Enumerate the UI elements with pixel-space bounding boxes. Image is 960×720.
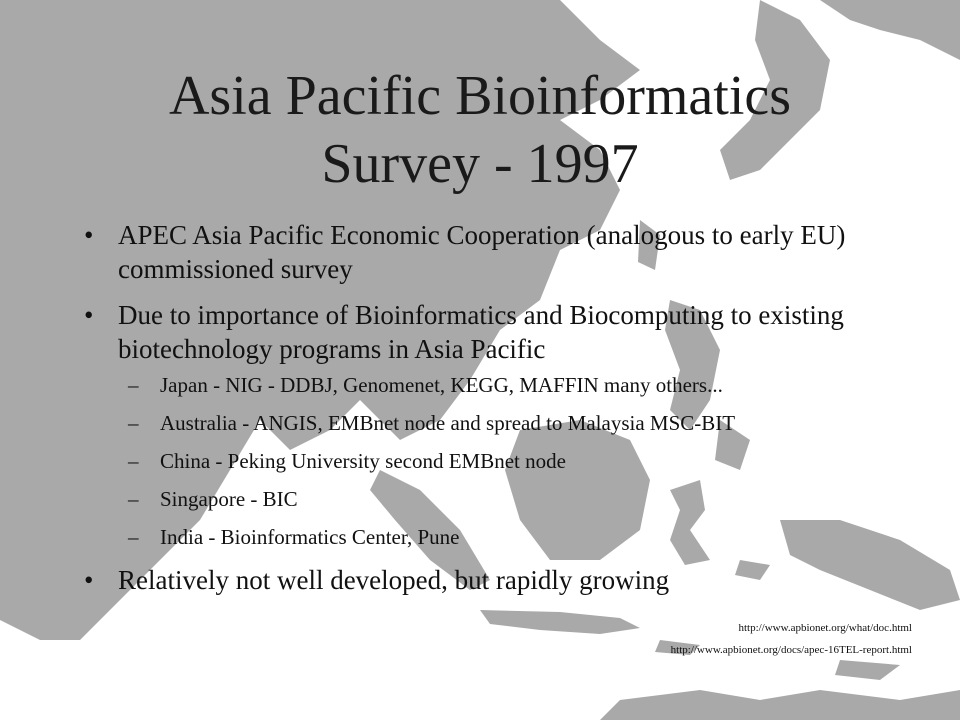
bullet-item <box>84 218 884 286</box>
bullet-text: Due to importance of Bioinformatics and Biocomputing to existing biotechnology programs in Asia Pacific <box>118 300 844 364</box>
title-line-1: Asia Pacific Bioinformatics <box>168 65 792 127</box>
bullet-item <box>84 563 884 597</box>
bullet-list <box>84 218 884 609</box>
dash-icon: – <box>128 411 139 435</box>
dash-icon: – <box>128 525 139 549</box>
sub-bullet-text: China - Peking University second EMBnet node <box>160 449 566 473</box>
sub-bullet-text: India - Bioinformatics Center, Pune <box>160 525 460 549</box>
sub-bullet-item <box>118 448 884 475</box>
sub-bullet-text: Singapore - BIC <box>160 487 298 511</box>
dash-icon: – <box>128 487 139 511</box>
slide-title <box>0 62 960 198</box>
dash-icon: – <box>128 449 139 473</box>
bullet-text: Relatively not well developed, but rapidly growing <box>118 565 670 595</box>
bullet-icon: • <box>84 220 94 250</box>
reference-url-link[interactable]: http://www.apbionet.org/what/doc.html <box>738 622 912 634</box>
sub-bullet-item <box>118 524 884 551</box>
sub-bullet-list <box>118 372 884 551</box>
dash-icon: – <box>128 373 139 397</box>
sub-bullet-item <box>118 410 884 437</box>
title-line-2: Survey - 1997 <box>321 133 639 195</box>
bullet-text: APEC Asia Pacific Economic Cooperation (analogous to early EU) commissioned survey <box>118 220 846 284</box>
sub-bullet-item <box>118 372 884 399</box>
bullet-icon: • <box>84 300 94 330</box>
sub-bullet-text: Japan - NIG - DDBJ, Genomenet, KEGG, MAFFIN many others... <box>160 373 723 397</box>
reference-url-link[interactable]: http://www.apbionet.org/docs/apec-16TEL-report.html <box>670 644 912 656</box>
sub-bullet-text: Australia - ANGIS, EMBnet node and spread to Malaysia MSC-BIT <box>160 411 736 435</box>
bullet-icon: • <box>84 565 94 595</box>
sub-bullet-item <box>118 486 884 513</box>
bullet-item <box>84 298 884 551</box>
reference-urls <box>671 617 912 661</box>
